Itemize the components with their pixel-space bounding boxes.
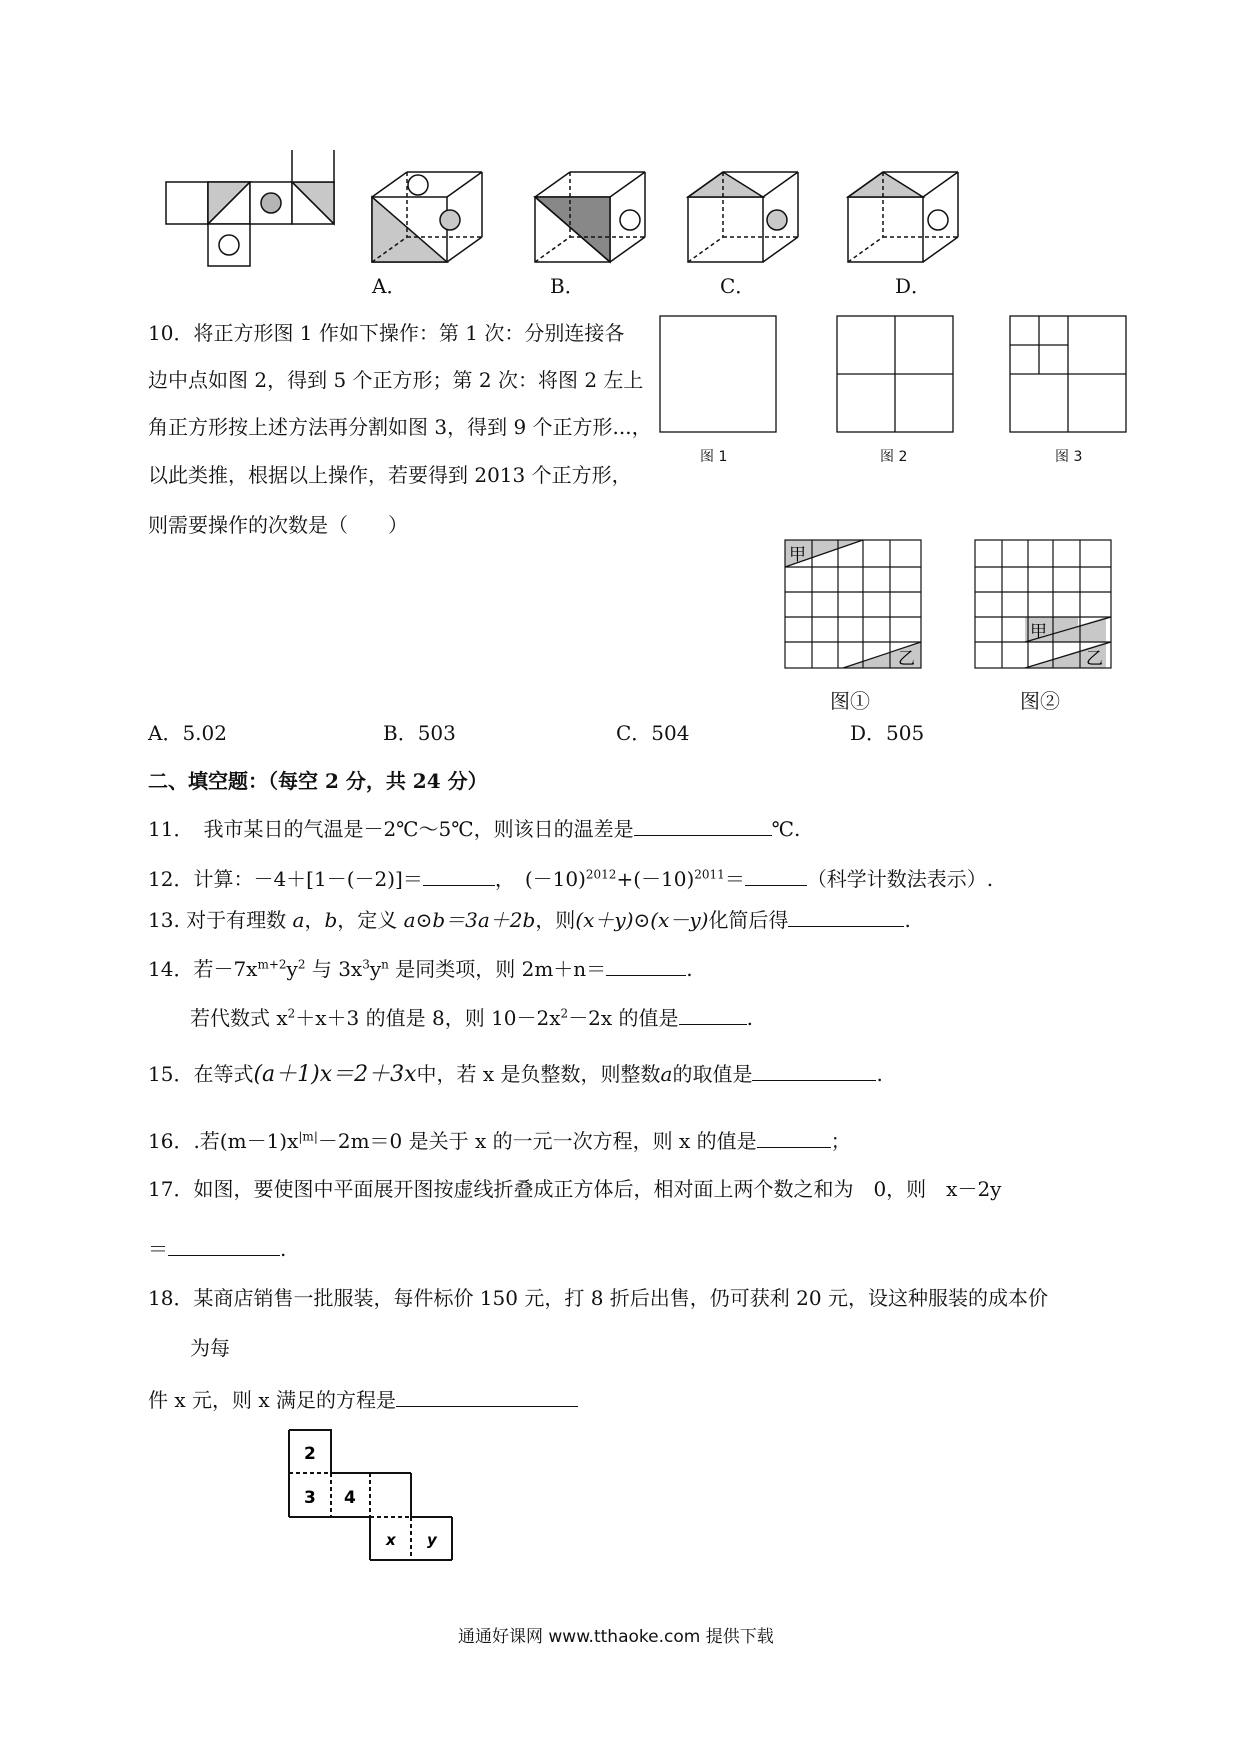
q12-text-a: 12．计算：－4＋[1－(－2)]＝ xyxy=(148,867,423,891)
q10-line-4: 以此类推，根据以上操作，若要得到 2013 个正方形， xyxy=(148,463,632,487)
q13-answer-blank[interactable] xyxy=(788,906,904,927)
q11-answer-blank[interactable] xyxy=(634,815,772,836)
net-cell-4: 4 xyxy=(344,1488,356,1508)
q14-exp-4: n xyxy=(381,957,389,972)
q16-answer-blank[interactable] xyxy=(757,1127,831,1148)
q13-definition: a⊙b＝3a＋2b xyxy=(403,908,536,932)
q18-line-3 xyxy=(148,1386,578,1413)
q16-text-c: ； xyxy=(830,1129,851,1153)
q14b-exp-1: 2 xyxy=(287,1006,296,1021)
grid2-jia-label: 甲 xyxy=(1030,622,1047,642)
q18-text: 件 x 元，则 x 满足的方程是 xyxy=(148,1388,396,1412)
q13-var-a: a xyxy=(292,908,305,932)
q12-text-b: ， (－10) xyxy=(494,867,586,891)
q17-period: . xyxy=(280,1237,287,1261)
q16-text-a: 16．.若(m－1)x xyxy=(148,1129,299,1153)
q11-text: 11． 我市某日的气温是－2℃～5℃，则该日的温差是 xyxy=(148,817,634,841)
q9-cube-b xyxy=(535,172,645,262)
grid1-jia-label: 甲 xyxy=(789,545,806,565)
q10-option-b: B．503 xyxy=(383,721,456,745)
q14-text-a: 14．若－7x xyxy=(148,957,258,981)
q9-cube-a xyxy=(372,172,482,262)
q14-text-c: 与 3x xyxy=(305,957,363,981)
q10-square-figures xyxy=(655,310,1135,440)
q13-text-e: . xyxy=(904,908,911,932)
q14-text-d: y xyxy=(369,957,382,981)
fig3-caption: 图 3 xyxy=(1055,449,1083,465)
q16-exp: |m| xyxy=(298,1129,318,1144)
q12-text-d: ＝ xyxy=(724,867,745,891)
q17-line-1: 17．如图，要使图中平面展开图按虚线折叠成正方体后，相对面上两个数之和为 0，则 x－2y xyxy=(148,1177,1002,1201)
q13-expression: (x＋y)⊙(x－y) xyxy=(575,908,709,932)
grid2-yi-label: 乙 xyxy=(1086,649,1103,669)
q10-line-2: 边中点如图 2，得到 5 个正方形；第 2 次：将图 2 左上 xyxy=(148,368,644,392)
q14-exp-2: 2 xyxy=(297,957,306,972)
fig1-caption: 图 1 xyxy=(700,449,728,465)
q15 xyxy=(148,1060,883,1088)
q9-cube-d xyxy=(848,172,958,262)
q12 xyxy=(148,865,993,892)
q13-var-b: b xyxy=(324,908,338,932)
q15-var-a: a xyxy=(660,1062,673,1086)
q12-exp-1: 2012 xyxy=(585,867,617,882)
q10-option-d: D．505 xyxy=(850,721,925,745)
q13-comma: ， xyxy=(304,908,325,932)
q15-text-a: 15．在等式 xyxy=(148,1062,254,1086)
q12-exp-2: 2011 xyxy=(694,867,725,882)
q16 xyxy=(148,1127,851,1154)
q14b-exp-2: 2 xyxy=(560,1006,569,1021)
q17-answer-blank[interactable] xyxy=(168,1235,280,1256)
grid1-yi-label: 乙 xyxy=(898,649,915,669)
fig1-square xyxy=(660,316,776,432)
q14-text-f: . xyxy=(686,957,693,981)
q14b xyxy=(190,1004,753,1031)
q10-line-1: 10．将正方形图 1 作如下操作：第 1 次：分别连接各 xyxy=(148,321,625,345)
q12-answer-blank-2[interactable] xyxy=(745,865,807,886)
q12-text-e: （科学计数法表示）. xyxy=(806,867,994,891)
q14-exp-3: 3 xyxy=(362,957,370,972)
q14b-text-a: 若代数式 x xyxy=(190,1006,288,1030)
q14b-text-d: . xyxy=(746,1006,753,1030)
q17-line-2 xyxy=(148,1235,286,1262)
grid-2 xyxy=(975,540,1111,669)
q15-text-d: . xyxy=(876,1062,883,1086)
net-cell-2: 2 xyxy=(304,1444,316,1464)
q9-option-d: D． xyxy=(895,274,932,298)
q13 xyxy=(148,906,911,933)
q9-option-a: A． xyxy=(372,274,407,298)
q17-equals: ＝ xyxy=(148,1237,168,1261)
q13-text-c: ，则 xyxy=(535,908,576,932)
q10-line-5: 则需要操作的次数是（ ） xyxy=(148,513,408,537)
q12-text-c: +(－10) xyxy=(616,867,695,891)
q14-answer-blank[interactable] xyxy=(606,955,686,976)
q18-answer-blank[interactable] xyxy=(396,1386,578,1407)
q15-text-c: 的取值是 xyxy=(672,1062,753,1086)
grid2-caption: 图② xyxy=(1020,689,1060,713)
q11 xyxy=(148,815,800,842)
q13-text-d: 化简后得 xyxy=(708,908,789,932)
net-cell-x: x xyxy=(386,1531,396,1549)
q17-cube-net xyxy=(280,1425,480,1585)
q14-exp-1: m+2 xyxy=(257,957,287,972)
q16-text-b: －2m＝0 是关于 x 的一元一次方程，则 x 的值是 xyxy=(317,1129,757,1153)
q13-text-b: ，定义 xyxy=(337,908,404,932)
q18-line-1: 18．某商店销售一批服装，每件标价 150 元，打 8 折后出售，仍可获利 20 元，设这种服装的成本价 xyxy=(148,1286,1048,1310)
q15-text-b: 中，若 x 是负整数，则整数 xyxy=(416,1062,661,1086)
q10-option-c: C．504 xyxy=(616,721,690,745)
net-cell-3: 3 xyxy=(304,1488,316,1508)
grid1-caption: 图① xyxy=(830,689,870,713)
section-2-title: 二、填空题：（每空 2 分，共 24 分） xyxy=(148,769,488,793)
q14-text-e: 是同类项，则 2m＋n＝ xyxy=(388,957,607,981)
q18-line-2: 为每 xyxy=(190,1336,230,1360)
q12-answer-blank-1[interactable] xyxy=(423,865,495,886)
q9-option-c: C． xyxy=(720,274,756,298)
q10-option-a: A．5.02 xyxy=(148,721,227,745)
q11-unit: ℃. xyxy=(771,817,801,841)
q14b-answer-blank[interactable] xyxy=(679,1004,747,1025)
q13-text-a: 13. 对于有理数 xyxy=(148,908,293,932)
net-cell-y: y xyxy=(427,1531,437,1549)
fig2-caption: 图 2 xyxy=(880,449,908,465)
q15-equation: (a＋1)x＝2＋3x xyxy=(253,1062,417,1087)
q14b-text-b: ＋x＋3 的值是 8，则 10－2x xyxy=(295,1006,561,1030)
q14 xyxy=(148,955,693,982)
grid-1 xyxy=(785,540,921,669)
q14b-text-c: －2x 的值是 xyxy=(568,1006,679,1030)
q9-option-b: B． xyxy=(550,274,585,298)
grid-figures xyxy=(780,535,1120,675)
q10-line-3: 角正方形按上述方法再分割如图 3，得到 9 个正方形...， xyxy=(148,415,652,439)
q9-cube-c xyxy=(688,172,798,262)
q9-cube-net xyxy=(166,150,334,266)
q14-text-b: y xyxy=(286,957,298,981)
page-footer: 通通好课网 www.tthaoke.com 提供下载 xyxy=(458,1627,774,1647)
q15-answer-blank[interactable] xyxy=(752,1060,876,1081)
